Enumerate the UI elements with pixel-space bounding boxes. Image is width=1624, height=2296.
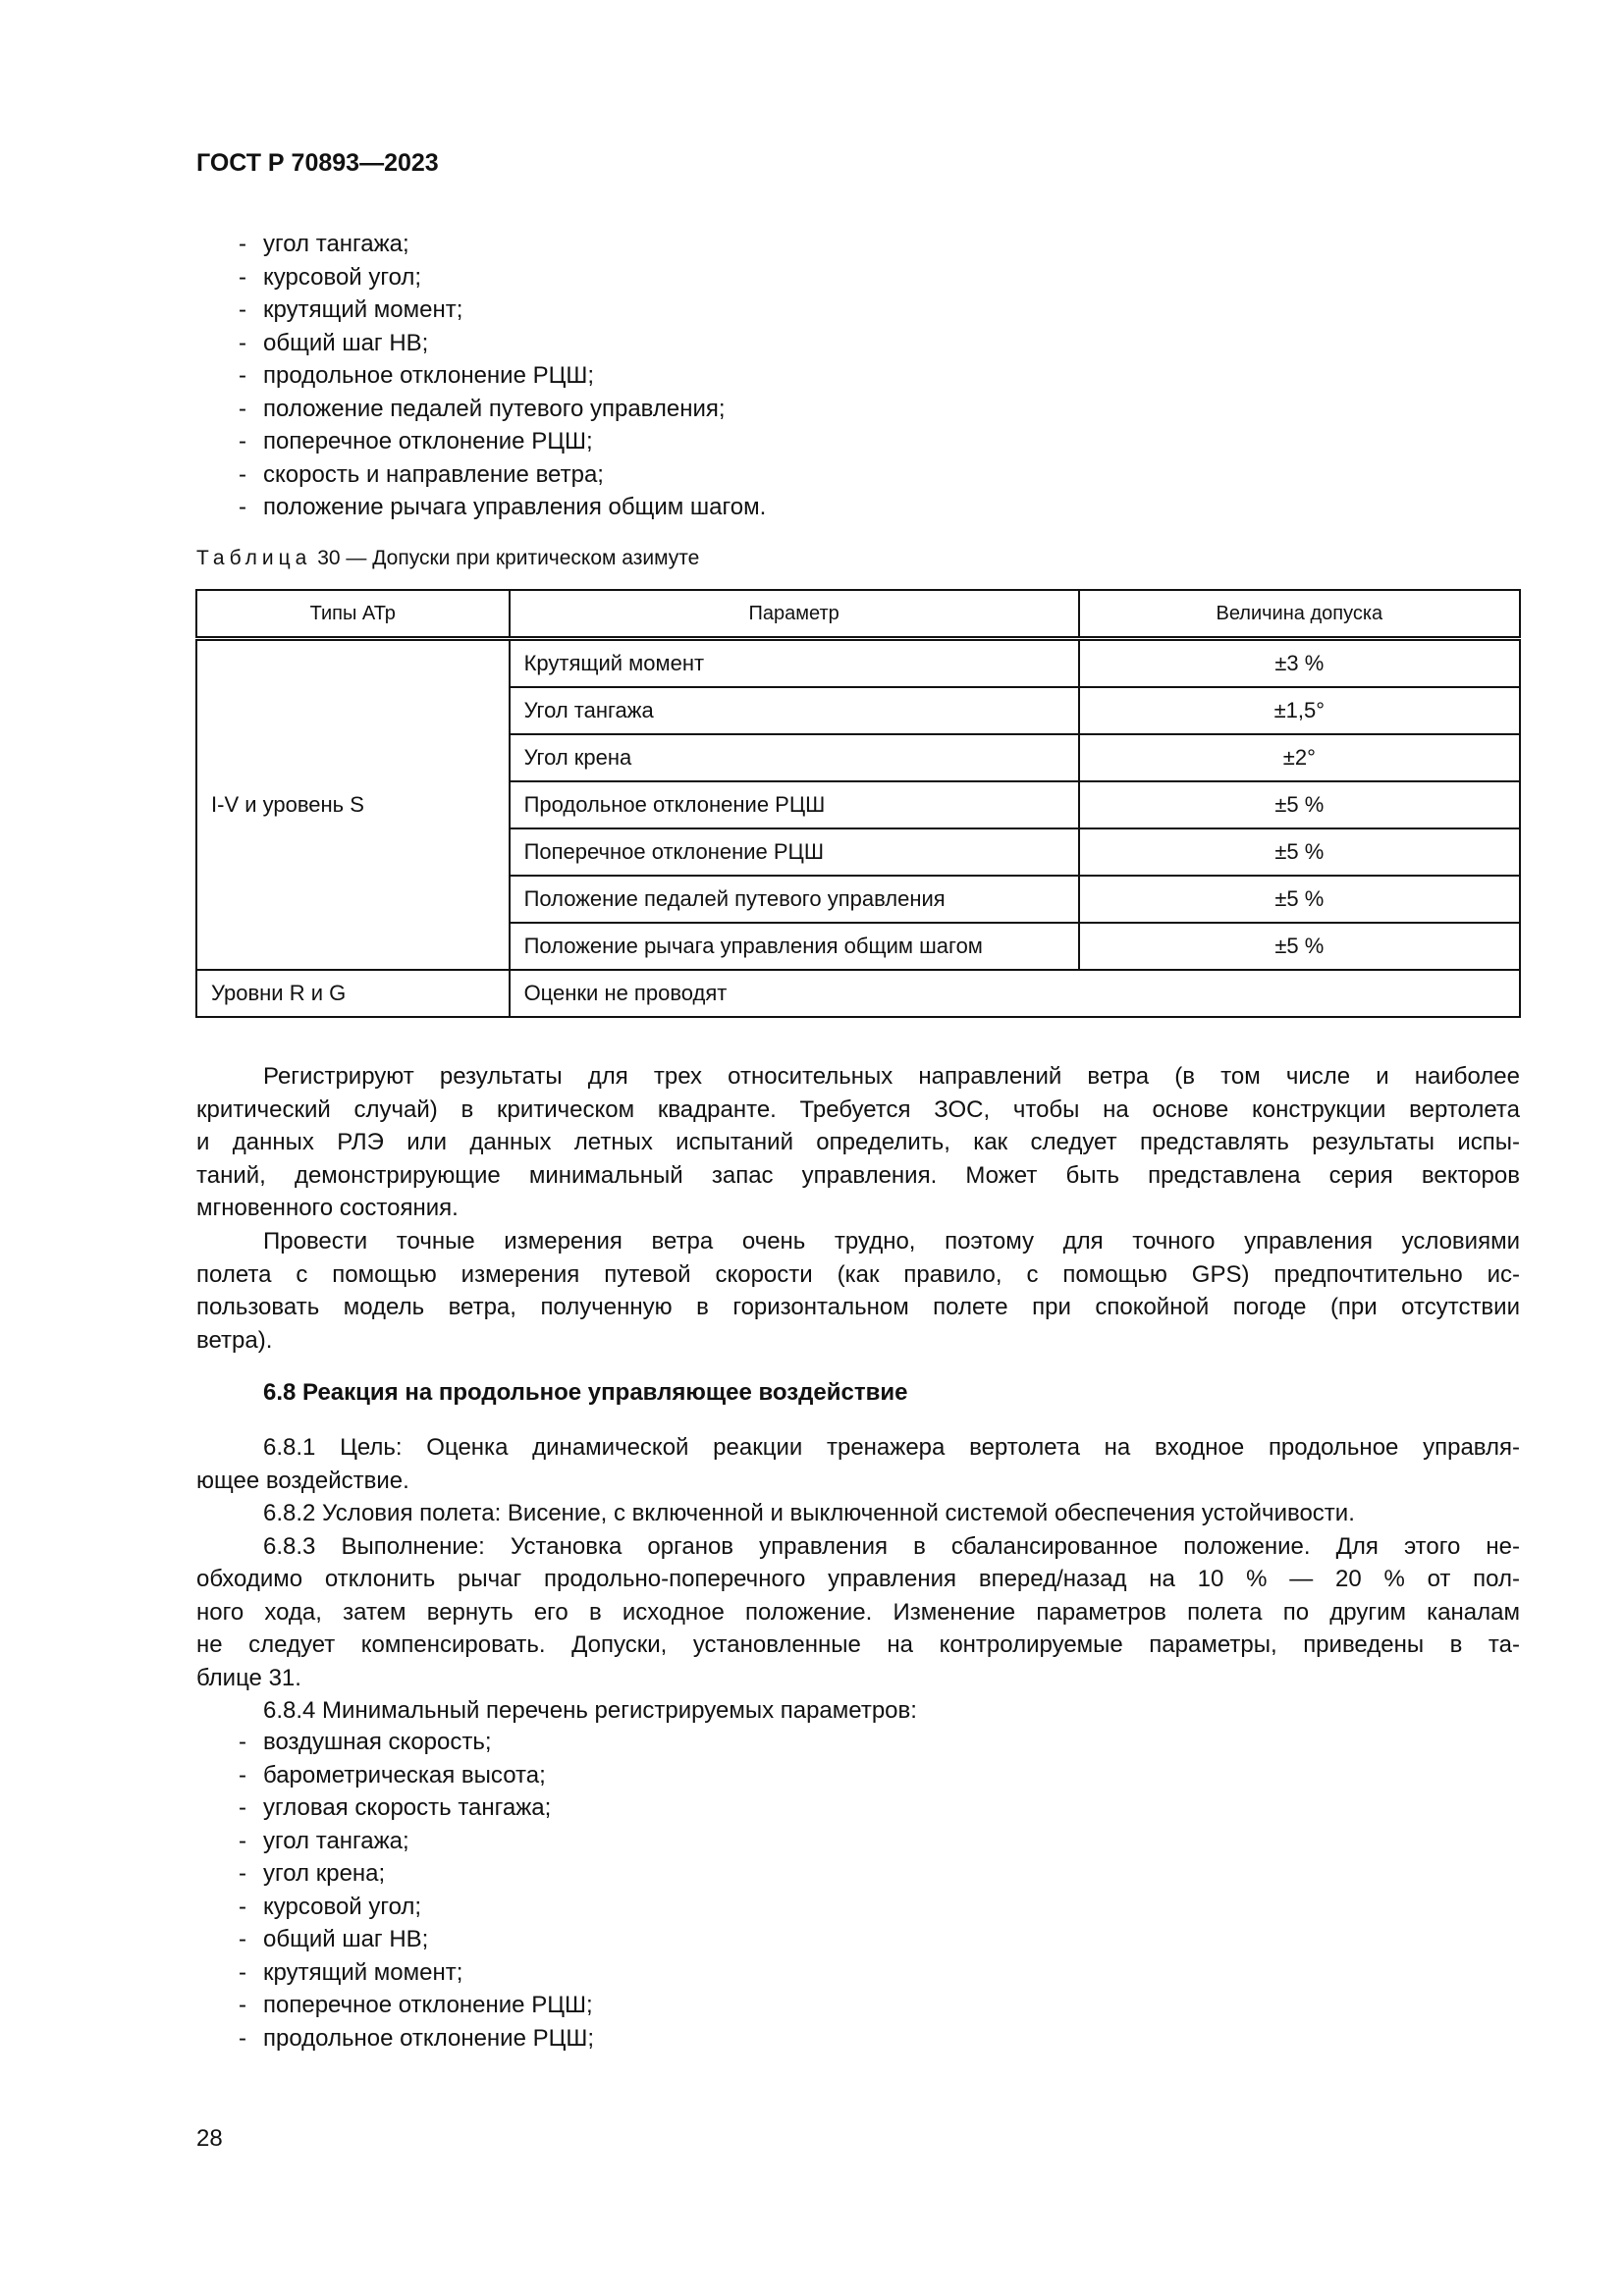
table-row <box>196 639 1520 688</box>
paragraph-wind <box>196 1225 1520 1357</box>
tolerance-cell: ±1,5° <box>1079 687 1520 734</box>
header-cell: Величина допуска <box>1079 590 1520 639</box>
tolerance-cell: ±5 % <box>1079 876 1520 923</box>
tolerance-cell: ±5 % <box>1079 923 1520 970</box>
list-item-text: положение педалей путевого управления; <box>263 395 726 422</box>
text-line: полета с помощью измерения путевой скорости (как правило, с помощью GPS) предпочтительно ис- <box>196 1260 1520 1288</box>
list-dash: - <box>239 1827 246 1854</box>
list-item <box>239 359 1520 393</box>
list-item <box>239 1891 1520 1924</box>
list-dash: - <box>239 1761 246 1789</box>
list-dash: - <box>239 263 246 291</box>
list-item-text: поперечное отклонение РЦШ; <box>263 1992 593 2018</box>
list-item <box>239 491 1520 524</box>
list-dash: - <box>239 1992 246 2018</box>
tolerance-cell: ±5 % <box>1079 828 1520 876</box>
list-item-text: крутящий момент; <box>263 1958 463 1986</box>
section-6-8-body <box>196 1431 1520 1728</box>
parameter-cell: Положение педалей путевого управления <box>510 876 1079 923</box>
list-item <box>239 261 1520 294</box>
text-line: Провести точные измерения ветра очень трудно, поэтому для точного управления условиями <box>263 1228 1520 1255</box>
list-item <box>239 1923 1520 1956</box>
list-item-text: продольное отклонение РЦШ; <box>263 2024 595 2052</box>
list-item <box>239 1857 1520 1891</box>
list-item-text: поперечное отклонение РЦШ; <box>263 428 593 454</box>
list-item-text: курсовой угол; <box>263 263 422 291</box>
list-dash: - <box>239 1860 246 1887</box>
text-line: критический случай) в критическом квадранте. Требуется ЗОС, чтобы на основе конструкции вертолета <box>196 1095 1520 1123</box>
parameter-list-1 <box>239 228 1520 524</box>
list-item <box>239 294 1520 327</box>
text-line: ного хода, затем вернуть его в исходное положение. Изменение параметров полета по другим каналам <box>196 1598 1520 1626</box>
text-line: 6.8.3 Выполнение: Установка органов управления в сбалансированное положение. Для этого не- <box>263 1532 1520 1560</box>
text-line: блице 31. <box>196 1664 301 1691</box>
list-item-text: воздушная скорость; <box>263 1729 492 1755</box>
list-item-text: продольное отклонение РЦШ; <box>263 362 595 389</box>
list-item <box>239 458 1520 492</box>
list-dash: - <box>239 1729 246 1755</box>
list-dash: - <box>239 395 246 422</box>
list-dash: - <box>239 460 246 488</box>
list-dash: - <box>239 1893 246 1920</box>
text-line: 6.8.1 Цель: Оценка динамической реакции тренажера вертолета на входное продольное управля- <box>263 1434 1520 1461</box>
note-cell: Оценки не проводят <box>510 970 1520 1017</box>
list-item-text: курсовой угол; <box>263 1893 422 1920</box>
parameter-cell: Поперечное отклонение РЦШ <box>510 828 1079 876</box>
list-item-text: крутящий момент; <box>263 296 463 323</box>
list-item <box>239 393 1520 426</box>
text-line: не следует компенсировать. Допуски, установленные на контролируемые параметры, приведены в та- <box>196 1631 1520 1658</box>
list-dash: - <box>239 231 246 257</box>
list-item <box>239 1956 1520 1990</box>
list-item-text: общий шаг НВ; <box>263 1926 429 1952</box>
list-item <box>239 2022 1520 2056</box>
text-line: Регистрируют результаты для трех относительных направлений ветра (в том числе и наиболее <box>263 1063 1520 1090</box>
list-item-text: угловая скорость тангажа; <box>263 1794 552 1821</box>
type-cell: Уровни R и G <box>196 970 510 1017</box>
list-item-text: угол тангажа; <box>263 1827 409 1854</box>
text-line: мгновенного состояния. <box>196 1195 459 1221</box>
type-cell: I-V и уровень S <box>196 639 510 971</box>
text-line: ветра). <box>196 1326 273 1354</box>
tolerance-cell: ±3 % <box>1079 639 1520 688</box>
tolerance-cell: ±2° <box>1079 734 1520 781</box>
text-line: пользовать модель ветра, полученную в горизонтальном полете при спокойной погоде (при отсутствии <box>196 1294 1520 1320</box>
list-dash: - <box>239 1794 246 1821</box>
table-caption <box>196 547 699 570</box>
list-item-text: барометрическая высота; <box>263 1761 546 1789</box>
document-header: ГОСТ Р 70893—2023 <box>196 149 439 177</box>
list-item <box>239 1759 1520 1792</box>
parameter-cell: Угол крена <box>510 734 1079 781</box>
list-dash: - <box>239 296 246 323</box>
list-item-text: угол тангажа; <box>263 231 409 257</box>
table-caption-prefix: Таблица <box>196 547 312 569</box>
list-item-text: скорость и направление ветра; <box>263 460 604 488</box>
list-item-text: общий шаг НВ; <box>263 329 429 356</box>
text-line: ющее воздействие. <box>196 1467 409 1494</box>
page-number: 28 <box>196 2125 223 2152</box>
parameter-cell: Угол тангажа <box>510 687 1079 734</box>
list-dash: - <box>239 428 246 454</box>
list-dash: - <box>239 362 246 389</box>
paragraph-results <box>196 1060 1520 1225</box>
list-dash: - <box>239 1958 246 1986</box>
list-item <box>239 1989 1520 2022</box>
tolerance-cell: ±5 % <box>1079 781 1520 828</box>
list-item <box>239 1726 1520 1759</box>
list-item <box>239 327 1520 360</box>
parameter-cell: Положение рычага управления общим шагом <box>510 923 1079 970</box>
list-item <box>239 425 1520 458</box>
text-line: таний, демонстрирующие минимальный запас управления. Может быть представлена серия векторов <box>196 1161 1520 1189</box>
list-item <box>239 1825 1520 1858</box>
header-cell: Параметр <box>510 590 1079 639</box>
table-caption-text: 30 — Допуски при критическом азимуте <box>317 547 700 569</box>
list-item <box>239 228 1520 261</box>
text-line: обходимо отклонить рычаг продольно-поперечного управления вперед/назад на 10 % — 20 % от пол- <box>196 1566 1520 1592</box>
list-item-text: положение рычага управления общим шагом. <box>263 494 767 520</box>
section-heading: 6.8 Реакция на продольное управляющее воздействие <box>263 1379 908 1406</box>
list-dash: - <box>239 2024 246 2052</box>
text-line: 6.8.2 Условия полета: Висение, с включенной и выключенной системой обеспечения устойчивости. <box>263 1500 1355 1526</box>
text-line: 6.8.4 Минимальный перечень регистрируемых параметров: <box>263 1697 917 1724</box>
parameter-list-2 <box>239 1726 1520 2055</box>
list-dash: - <box>239 1926 246 1952</box>
tolerance-table <box>195 589 1521 1018</box>
text-line: и данных РЛЭ или данных летных испытаний определить, как следует представлять результаты испы- <box>196 1129 1520 1155</box>
list-dash: - <box>239 494 246 520</box>
table-row <box>196 970 1520 1017</box>
parameter-cell: Крутящий момент <box>510 639 1079 688</box>
list-item-text: угол крена; <box>263 1860 386 1887</box>
parameter-cell: Продольное отклонение РЦШ <box>510 781 1079 828</box>
list-item <box>239 1791 1520 1825</box>
header-cell: Типы АТр <box>196 590 510 639</box>
list-dash: - <box>239 329 246 356</box>
